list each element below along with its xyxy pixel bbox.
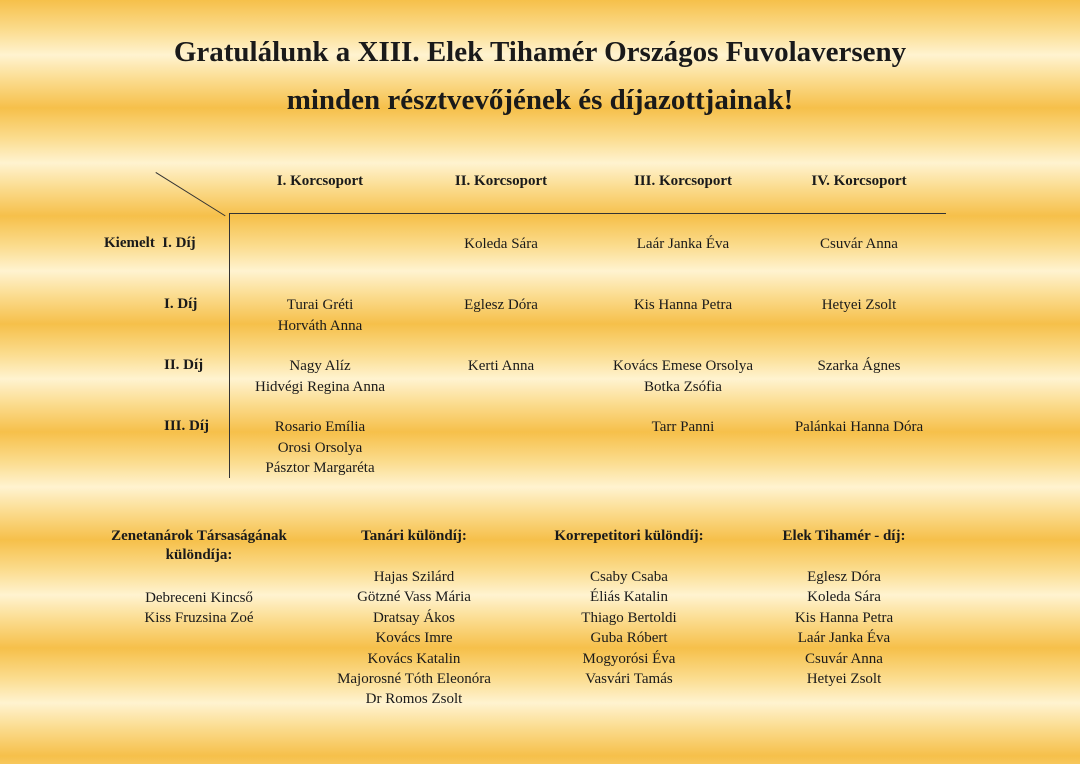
award-name: Guba Róbert	[590, 630, 668, 647]
table-cell	[210, 417, 430, 479]
winner-name: Hidvégi Regina Anna	[255, 378, 385, 395]
award-name: Dratsay Ákos	[372, 609, 456, 626]
winner-name: Csuvár Anna	[820, 236, 898, 252]
winner-name: Laár Janka Éva	[636, 236, 730, 252]
award-name: Majorosné Tóth Eleonóra	[337, 671, 491, 688]
award-name: Vasvári Tamás	[585, 671, 673, 688]
award-name: Éliás Katalin	[590, 589, 668, 606]
winner-name: Rosario Emília	[274, 419, 366, 435]
special-award-title-zenetanarok	[84, 527, 314, 565]
column-header-group-3: III. Korcsoport	[633, 173, 733, 189]
special-award-title-korrepetitori	[514, 527, 744, 546]
winner-name: Kovács Emese Orsolya	[613, 358, 753, 374]
award-name: Koleda Sára	[807, 589, 881, 606]
winner-name: Horváth Anna	[277, 317, 363, 334]
winner-name: Turai Gréti	[286, 297, 354, 313]
title-line-1: Gratulálunk a XIII. Elek Tihamér Országos Fuvolaverseny	[173, 36, 907, 68]
column-header-group-1: I. Korcsoport	[276, 173, 364, 189]
table-cell	[749, 234, 969, 255]
award-name: Csuvár Anna	[805, 650, 883, 667]
winner-name: Koleda Sára	[464, 236, 538, 252]
table-cell	[749, 417, 969, 438]
special-award-title-line: különdíja:	[165, 547, 233, 563]
award-name: Debreceni Kincső	[145, 590, 253, 606]
winner-name: Szarka Ágnes	[817, 358, 901, 374]
award-name: Mogyorósi Éva	[582, 650, 676, 667]
row-header-kiemelt-i-dij: Kiemelt I. Díj	[104, 235, 196, 251]
table-corner-diagonal	[155, 172, 225, 216]
row-header-i-dij: I. Díj	[164, 296, 198, 312]
special-award-title-line: Elek Tihamér - díj:	[782, 528, 906, 544]
title-line-2: minden résztvevőjének és díjazottjainak!	[286, 84, 794, 116]
award-name: Csaby Csaba	[590, 569, 668, 585]
special-award-title-line: Tanári különdíj:	[361, 528, 467, 544]
special-award-title-tanari	[299, 527, 529, 546]
table-cell	[749, 356, 969, 377]
award-name: Götzné Vass Mária	[357, 589, 471, 606]
award-name: Kovács Imre	[375, 630, 453, 647]
column-header-group-4: IV. Korcsoport	[811, 173, 907, 189]
award-name: Laár Janka Éva	[797, 630, 891, 647]
winner-name: Kerti Anna	[467, 358, 535, 374]
special-award-title-line: Zenetanárok Társaságának	[111, 528, 287, 544]
award-name: Eglesz Dóra	[807, 569, 881, 585]
special-award-list-korrepetitori	[514, 567, 744, 689]
column-header-group-2: II. Korcsoport	[454, 173, 548, 189]
winner-name: Pásztor Margaréta	[265, 460, 375, 476]
special-award-title-elek-tihamer	[729, 527, 959, 546]
table-cell	[749, 295, 969, 316]
award-name: Dr Romos Zsolt	[365, 691, 463, 708]
winner-name: Palánkai Hanna Dóra	[794, 419, 924, 435]
row-header-ii-dij: II. Díj	[164, 357, 204, 373]
award-name: Thiago Bertoldi	[581, 609, 677, 626]
winner-name: Orosi Orsolya	[277, 439, 363, 456]
award-name: Hetyei Zsolt	[806, 671, 882, 688]
table-header-divider	[230, 213, 946, 214]
special-award-list-elek-tihamer	[729, 567, 959, 689]
row-header-iii-dij: III. Díj	[164, 418, 210, 434]
special-award-title-line: Korrepetitori különdíj:	[554, 528, 704, 544]
winner-name: Kis Hanna Petra	[633, 297, 733, 313]
special-award-list-tanari	[299, 567, 529, 710]
winner-name: Botka Zsófia	[644, 378, 722, 395]
special-award-list-zenetanarok	[84, 588, 314, 629]
winner-name: Eglesz Dóra	[464, 297, 538, 313]
award-name: Kis Hanna Petra	[794, 609, 894, 626]
winner-name: Tarr Panni	[651, 419, 715, 435]
award-name: Kiss Fruzsina Zoé	[144, 610, 254, 627]
winner-name: Nagy Alíz	[289, 358, 351, 374]
award-name: Kovács Katalin	[367, 650, 461, 667]
winner-name: Hetyei Zsolt	[821, 297, 897, 313]
award-name: Hajas Szilárd	[373, 569, 455, 585]
